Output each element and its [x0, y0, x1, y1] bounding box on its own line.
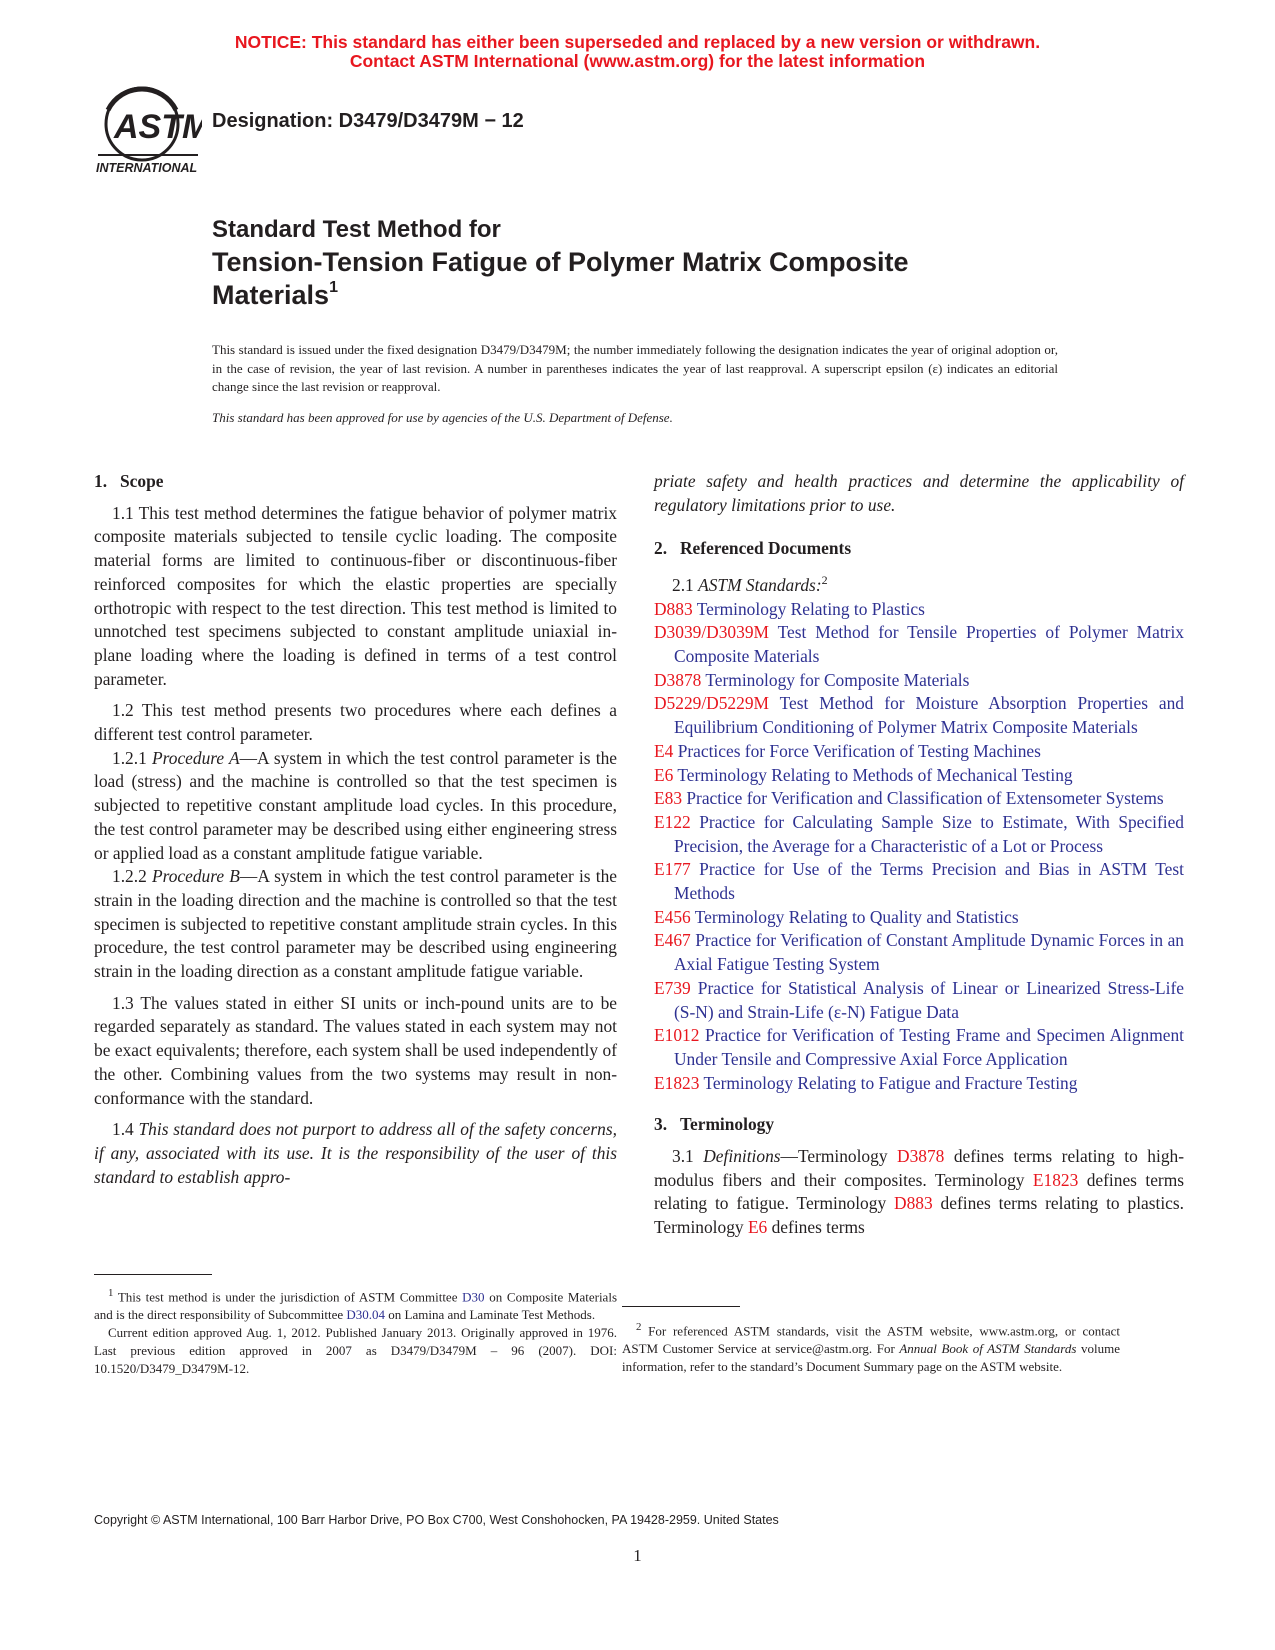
paragraph-text: —Terminology	[780, 1146, 898, 1167]
title-main	[212, 246, 909, 312]
logo-letters: ASTM	[114, 108, 202, 146]
supersession-notice	[0, 33, 1275, 71]
standard-title-link[interactable]: Practice for Verification of Testing Frame and Specimen Alignment Under Tensile and Compressive Axial Force Application	[674, 1025, 1184, 1069]
title-line-3: Materials	[212, 280, 330, 310]
standard-title-link[interactable]: Terminology Relating to Fatigue and Fracture Testing	[703, 1072, 1078, 1093]
section-title: Scope	[120, 471, 164, 491]
dod-note: This standard has been approved for use by agencies of the U.S. Department of Defense.	[212, 410, 673, 425]
standard-code-link[interactable]: E177	[654, 859, 691, 880]
paragraph-1-3: 1.3 The values stated in either SI units or inch-pound units are to be regarded separately as standard. The values stated in each system may not be exact equivalents; therefore, each system shall be used independently of the other. Combining values from the two systems may result in non-conformance with the standard.	[94, 992, 617, 1108]
standard-code-link[interactable]: D883	[654, 598, 693, 619]
paragraph-1-2-1	[94, 747, 617, 866]
link-d30[interactable]: D30	[462, 1289, 485, 1305]
referenced-standard-item[interactable]	[654, 692, 1184, 739]
procedure-label: Procedure B	[151, 866, 240, 887]
paragraph-1-2-2	[94, 865, 617, 984]
paragraph-text: defines terms relating to fatigue. Terminology	[654, 1169, 1184, 1214]
paragraph-1-1: 1.1 This test method determines the fatigue behavior of polymer matrix composite materials subjected to tensile cyclic loading. The composite material forms are limited to continuous-fiber or discontinuous-fiber reinforced composites for which the elastic properties are specially orthotropic with respect to the test direction. This test method is limited to unnotched test specimens subjected to constant amplitude uniaxial in-plane loading where the loading is defined in terms of a test control parameter.	[94, 502, 617, 689]
paragraph-text: defines terms relating to plastics. Terminology	[654, 1193, 1185, 1238]
link-e1823[interactable]: E1823	[1032, 1169, 1079, 1190]
link-d30-04[interactable]: D30.04	[346, 1307, 386, 1323]
paragraph-1-4-continued: priate safety and health practices and determine the applicability of regulatory limitations prior to use.	[654, 471, 1184, 515]
paragraph-text: —A system in which the test control parameter is the load (stress) and the machine is controlled so that the test specimen is subjected to repetitive constant amplitude load cycles. In this procedure, the test control parameter may be described using either engineering stress or applied load as a constant amplitude fatigue variable.	[94, 747, 617, 863]
subsection-label: ASTM Standards:	[698, 574, 822, 595]
notice-line-1: NOTICE: This standard has either been superseded and replaced by a new version or withdrawn.	[234, 32, 1041, 52]
paragraph-text: defines terms	[767, 1217, 865, 1238]
section-heading-referenced-documents	[654, 537, 1184, 561]
referenced-standard-item[interactable]	[654, 906, 1184, 930]
section-heading-terminology	[654, 1113, 1184, 1137]
standard-code-link[interactable]: E1823	[654, 1072, 700, 1093]
document-title	[212, 214, 909, 312]
footnote-rule-right	[622, 1306, 740, 1307]
page-number: 1	[633, 1546, 642, 1565]
footnote-mark: 2	[636, 1321, 642, 1333]
standard-code-link[interactable]: E467	[654, 930, 691, 951]
standard-title-link[interactable]: Terminology Relating to Plastics	[696, 598, 925, 619]
issue-note: This standard is issued under the fixed designation D3479/D3479M; the number immediately following the designation indicates the year of original adoption or, in the case of revision, the year of last revision. A number in parentheses indicates the year of last reapproval. A superscript epsilon (ε) indicates an editorial change since the last revision or reapproval.	[212, 342, 1058, 394]
title-line-1: Standard Test Method for	[212, 216, 501, 243]
standard-title-link[interactable]: Practices for Force Verification of Testing Machines	[677, 740, 1041, 761]
referenced-standard-item[interactable]	[654, 598, 1184, 622]
footnote-2	[622, 1318, 1120, 1376]
section-heading-scope	[94, 470, 617, 494]
standard-title-link[interactable]: Test Method for Tensile Properties of Polymer Matrix Composite Materials	[674, 622, 1184, 667]
footnote-italic: Annual Book of ASTM Standards	[899, 1341, 1077, 1357]
section-number: 1.	[94, 471, 108, 491]
standard-title-link[interactable]: Test Method for Moisture Absorption Properties and Equilibrium Conditioning of Polymer Matrix Composite Materials	[674, 693, 1184, 738]
safety-statement: This standard does not purport to address all of the safety concerns, if any, associated with its use. It is the responsibility of the user of this standard to establish appro-	[94, 1119, 617, 1187]
standard-code-link[interactable]: E122	[654, 811, 691, 832]
left-column	[94, 470, 617, 1197]
section-title: Referenced Documents	[680, 538, 852, 559]
paragraph-3-1	[654, 1145, 1184, 1240]
paragraph-text: —A system in which the test control parameter is the strain in the loading direction and the machine is controlled so that the test specimen is subjected to repetitive constant amplitude strain cycles. In this procedure, the test control parameter may be described using engineering strain in the loading direction as a constant amplitude fatigue variable.	[94, 866, 617, 982]
referenced-standard-item[interactable]	[654, 621, 1184, 668]
standard-title-link[interactable]: Terminology for Composite Materials	[705, 669, 970, 690]
astm-logo	[94, 80, 202, 180]
footnote-rule-left	[94, 1274, 212, 1275]
footnote-text: This test method is under the jurisdiction of ASTM Committee	[113, 1289, 463, 1305]
section-title: Terminology	[680, 1114, 775, 1135]
standard-title-link[interactable]: Terminology Relating to Quality and Statistics	[694, 906, 1019, 927]
link-d883[interactable]: D883	[894, 1193, 933, 1214]
standard-code-link[interactable]: E4	[654, 740, 674, 761]
referenced-standard-item[interactable]	[654, 929, 1184, 976]
title-line-2: Tension-Tension Fatigue of Polymer Matrix Composite	[212, 247, 909, 277]
standard-code-link[interactable]: D3878	[654, 669, 702, 690]
footnote-text: on Composite Materials and is the direct responsibility of Subcommittee	[94, 1289, 618, 1323]
standard-title-link[interactable]: Practice for Verification of Constant Amplitude Dynamic Forces in an Axial Fatigue Testing System	[674, 930, 1184, 975]
standard-title-link[interactable]: Terminology Relating to Methods of Mechanical Testing	[677, 764, 1073, 785]
standard-code-link[interactable]: E83	[654, 788, 683, 809]
footnote-text: on Lamina and Laminate Test Methods.	[385, 1307, 596, 1323]
paragraph-number: 1.4	[112, 1119, 134, 1140]
footnote-2-para	[622, 1318, 1120, 1376]
procedure-label: Procedure A	[152, 747, 240, 768]
footnote-text: volume information, refer to the standard’s Document Summary page on the ASTM website.	[622, 1341, 1120, 1375]
referenced-standard-item[interactable]	[654, 740, 1184, 764]
paragraph-1-4	[94, 1118, 617, 1189]
paragraph-number: 3.1	[672, 1146, 694, 1167]
copyright: Copyright © ASTM International, 100 Barr Harbor Drive, PO Box C700, West Conshohocken, PA 19428-2959. United States	[94, 1513, 779, 1527]
footnote-1-para-2: Current edition approved Aug. 1, 2012. Published January 2013. Originally approved in 1976. Last previous edition approved in 2007 as D3479/D3479M – 96 (2007). DOI: 10.1520/D3479_D3479M-12.	[94, 1325, 617, 1377]
footnote-text: For referenced ASTM standards, visit the ASTM website, www.astm.org, or contact ASTM Customer Service at service@astm.org. For	[622, 1323, 1120, 1357]
paragraph-number: 1.2.2	[112, 866, 147, 887]
referenced-standard-item[interactable]	[654, 787, 1184, 811]
astm-logo-mark	[94, 80, 202, 180]
notice-line-2: Contact ASTM International (www.astm.org) for the latest information	[349, 51, 926, 71]
standard-code-link[interactable]: D3039/D3039M	[654, 622, 769, 643]
referenced-standard-item[interactable]	[654, 977, 1184, 1024]
referenced-standard-item[interactable]	[654, 811, 1184, 858]
logo-caption: INTERNATIONAL	[96, 161, 198, 175]
standard-title-link[interactable]: Practice for Use of the Terms Precision and Bias in ASTM Test Methods	[674, 859, 1184, 904]
link-d3878[interactable]: D3878	[897, 1146, 945, 1167]
standard-code-link[interactable]: E739	[654, 977, 691, 998]
subsection-number: 2.1	[672, 574, 694, 595]
standard-code-link[interactable]: E456	[654, 906, 691, 927]
referenced-standard-item[interactable]	[654, 1072, 1184, 1096]
standard-title-link[interactable]: Practice for Calculating Sample Size to Estimate, With Specified Precision, the Average for a Characteristic of a Lot or Process	[674, 811, 1184, 856]
footnote-mark: 1	[108, 1287, 114, 1299]
paragraph-1-2: 1.2 This test method presents two procedures where each defines a different test control parameter.	[94, 700, 617, 745]
section-number: 3.	[654, 1114, 668, 1135]
standard-title-link[interactable]: Practice for Verification and Classification of Extensometer Systems	[686, 788, 1164, 809]
referenced-standard-item[interactable]	[654, 669, 1184, 693]
standard-code-link[interactable]: E1012	[654, 1025, 700, 1046]
referenced-standard-item[interactable]	[654, 764, 1184, 788]
paragraph-text: defines terms relating to high-modulus fibers and their composites. Terminology	[654, 1146, 1184, 1190]
referenced-standard-item[interactable]	[654, 1024, 1184, 1071]
standard-code-link[interactable]: E6	[654, 764, 674, 785]
designation: Designation: D3479/D3479M − 12	[212, 110, 524, 132]
section-number: 2.	[654, 538, 668, 559]
footnote-1-para-1	[94, 1284, 617, 1324]
standard-title-link[interactable]: Practice for Statistical Analysis of Linear or Linearized Stress-Life (S-N) and Strain-Life (ε-N) Fatigue Data	[674, 977, 1184, 1022]
title-footnote-mark: 1	[329, 279, 338, 296]
referenced-standards-list	[654, 598, 1184, 1096]
definitions-label: Definitions	[703, 1146, 781, 1167]
footnote-mark: 2	[821, 573, 828, 588]
paragraph-number: 1.2.1	[112, 747, 147, 768]
right-column	[654, 470, 1184, 1248]
link-e6[interactable]: E6	[747, 1217, 768, 1238]
subsection-astm-standards	[654, 569, 1184, 598]
standard-code-link[interactable]: D5229/D5229M	[654, 693, 769, 714]
footnote-1	[94, 1284, 617, 1378]
referenced-standard-item[interactable]	[654, 858, 1184, 905]
